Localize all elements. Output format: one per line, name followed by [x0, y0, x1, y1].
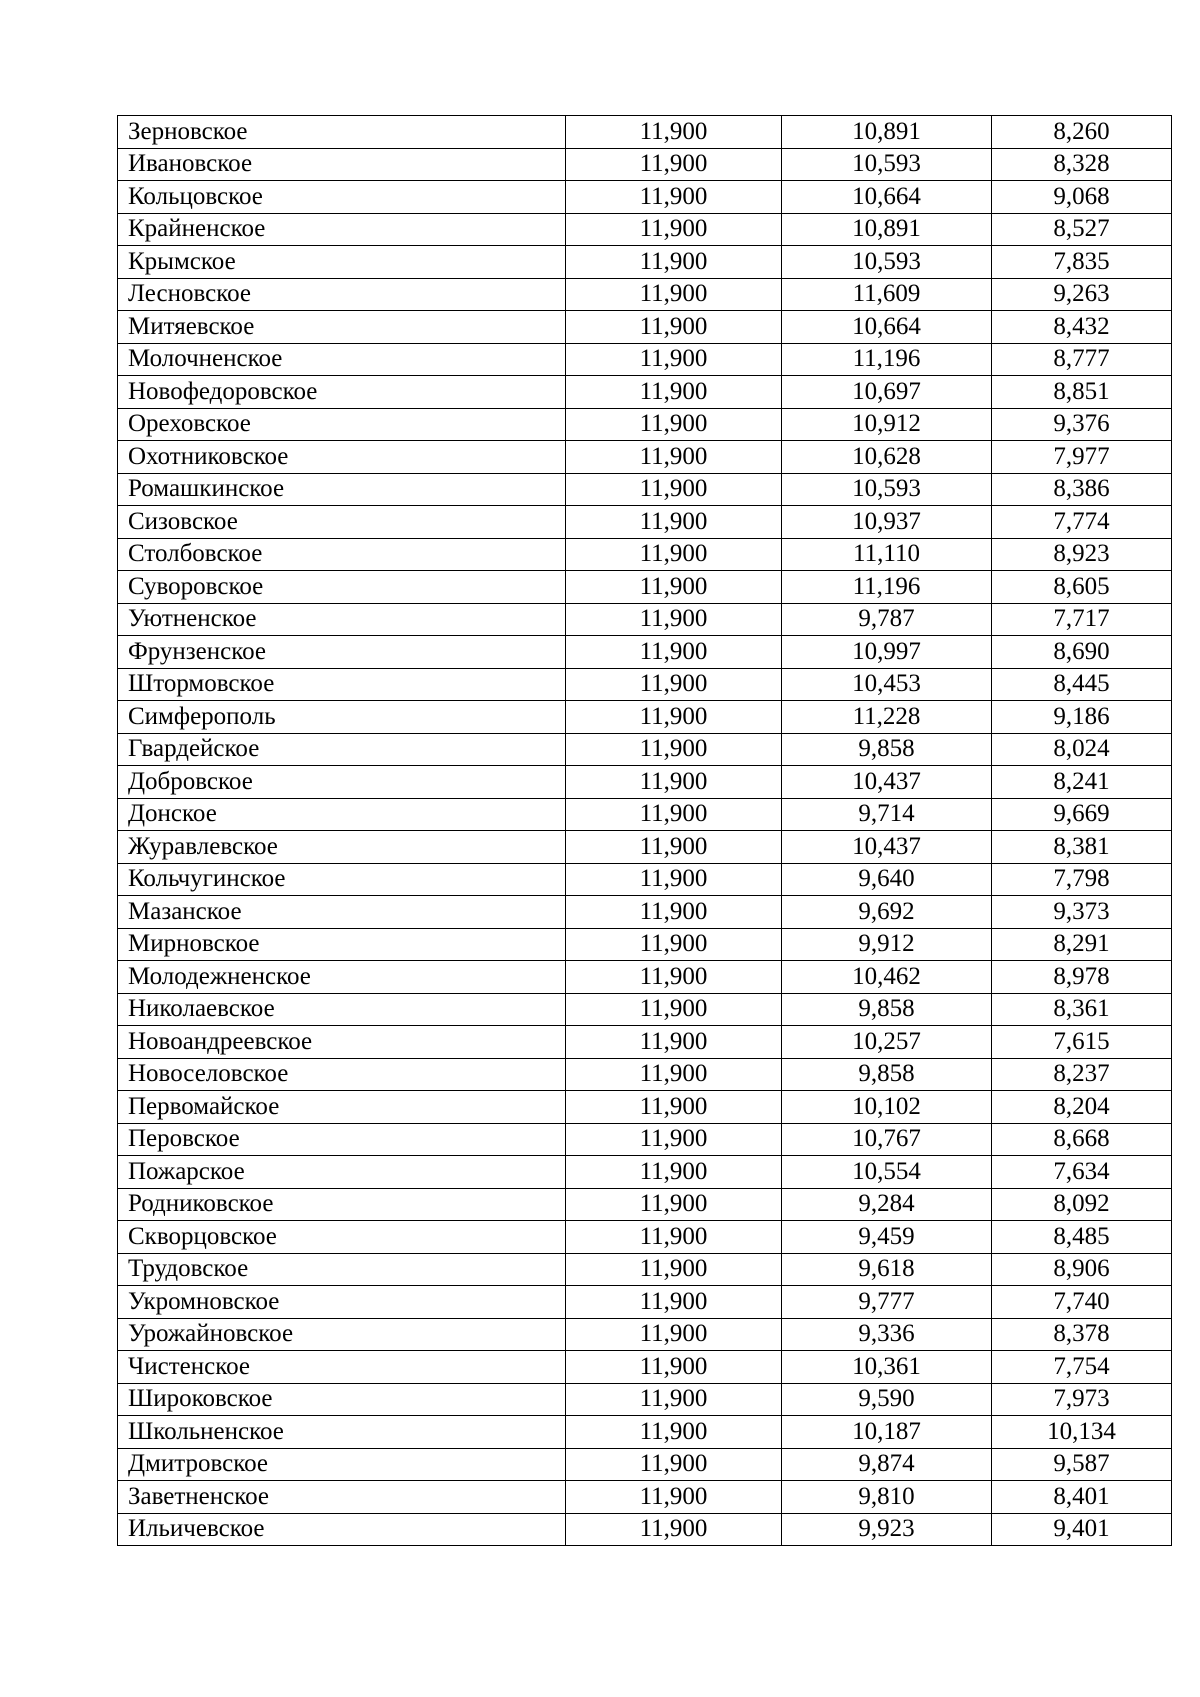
value-col-1-cell: 11,900: [566, 733, 782, 766]
value-col-2-cell: 10,891: [782, 213, 992, 246]
settlement-name-cell: Охотниковское: [118, 441, 566, 474]
value-col-3-cell: 8,378: [992, 1318, 1172, 1351]
table-row: [118, 1383, 1172, 1416]
table-row: [118, 408, 1172, 441]
value-col-2-cell: 9,858: [782, 1058, 992, 1091]
table-row: [118, 1091, 1172, 1124]
value-col-1-cell: 11,900: [566, 473, 782, 506]
value-col-1-cell: 11,900: [566, 343, 782, 376]
value-col-3-cell: 8,485: [992, 1221, 1172, 1254]
value-col-3-cell: 7,615: [992, 1026, 1172, 1059]
value-col-3-cell: 9,587: [992, 1448, 1172, 1481]
settlement-name-cell: Ивановское: [118, 148, 566, 181]
value-col-1-cell: 11,900: [566, 1058, 782, 1091]
value-col-3-cell: 8,851: [992, 376, 1172, 409]
table-row: [118, 148, 1172, 181]
value-col-3-cell: 7,754: [992, 1351, 1172, 1384]
value-col-3-cell: 8,328: [992, 148, 1172, 181]
table-row: [118, 181, 1172, 214]
settlement-name-cell: Кольчугинское: [118, 863, 566, 896]
value-col-1-cell: 11,900: [566, 148, 782, 181]
table-row: [118, 1318, 1172, 1351]
table-row: [118, 1221, 1172, 1254]
table-row: [118, 798, 1172, 831]
value-col-3-cell: 7,973: [992, 1383, 1172, 1416]
value-col-1-cell: 11,900: [566, 701, 782, 734]
settlement-name-cell: Сизовское: [118, 506, 566, 539]
value-col-3-cell: 8,690: [992, 636, 1172, 669]
value-col-1-cell: 11,900: [566, 571, 782, 604]
table-row: [118, 1286, 1172, 1319]
value-col-2-cell: 9,777: [782, 1286, 992, 1319]
value-col-3-cell: 8,092: [992, 1188, 1172, 1221]
value-col-1-cell: 11,900: [566, 1026, 782, 1059]
value-col-2-cell: 10,593: [782, 148, 992, 181]
table-row: [118, 473, 1172, 506]
settlement-name-cell: Лесновское: [118, 278, 566, 311]
value-col-3-cell: 9,376: [992, 408, 1172, 441]
value-col-3-cell: 8,923: [992, 538, 1172, 571]
table-row: [118, 766, 1172, 799]
value-col-1-cell: 11,900: [566, 1156, 782, 1189]
table-row: [118, 1156, 1172, 1189]
table-row: [118, 246, 1172, 279]
settlement-name-cell: Донское: [118, 798, 566, 831]
value-col-1-cell: 11,900: [566, 928, 782, 961]
value-col-3-cell: 7,717: [992, 603, 1172, 636]
value-col-1-cell: 11,900: [566, 896, 782, 929]
settlement-name-cell: Штормовское: [118, 668, 566, 701]
settlement-name-cell: Перовское: [118, 1123, 566, 1156]
settlement-name-cell: Митяевское: [118, 311, 566, 344]
value-col-2-cell: 10,997: [782, 636, 992, 669]
value-col-3-cell: 7,740: [992, 1286, 1172, 1319]
settlement-name-cell: Столбовское: [118, 538, 566, 571]
value-col-3-cell: 8,777: [992, 343, 1172, 376]
value-col-2-cell: 10,593: [782, 473, 992, 506]
settlement-name-cell: Новоселовское: [118, 1058, 566, 1091]
settlement-name-cell: Ореховское: [118, 408, 566, 441]
value-col-2-cell: 9,874: [782, 1448, 992, 1481]
table-row: [118, 116, 1172, 149]
table-row: [118, 863, 1172, 896]
value-col-1-cell: 11,900: [566, 311, 782, 344]
table-row: [118, 1253, 1172, 1286]
settlement-name-cell: Журавлевское: [118, 831, 566, 864]
value-col-3-cell: 8,291: [992, 928, 1172, 961]
value-col-3-cell: 7,798: [992, 863, 1172, 896]
settlement-name-cell: Мазанское: [118, 896, 566, 929]
value-col-1-cell: 11,900: [566, 961, 782, 994]
value-col-2-cell: 9,810: [782, 1481, 992, 1514]
value-col-2-cell: 9,692: [782, 896, 992, 929]
value-col-3-cell: 8,906: [992, 1253, 1172, 1286]
value-col-2-cell: 10,664: [782, 181, 992, 214]
value-col-1-cell: 11,900: [566, 1286, 782, 1319]
table-body: [118, 116, 1172, 1546]
value-col-2-cell: 9,640: [782, 863, 992, 896]
value-col-3-cell: 9,401: [992, 1513, 1172, 1546]
table-row: [118, 1351, 1172, 1384]
table-row: [118, 213, 1172, 246]
value-col-1-cell: 11,900: [566, 798, 782, 831]
value-col-2-cell: 9,912: [782, 928, 992, 961]
settlement-name-cell: Николаевское: [118, 993, 566, 1026]
value-col-1-cell: 11,900: [566, 278, 782, 311]
value-col-2-cell: 9,590: [782, 1383, 992, 1416]
table-row: [118, 376, 1172, 409]
settlement-name-cell: Ильичевское: [118, 1513, 566, 1546]
value-col-3-cell: 8,260: [992, 116, 1172, 149]
value-col-2-cell: 11,609: [782, 278, 992, 311]
table-row: [118, 831, 1172, 864]
value-col-2-cell: 10,453: [782, 668, 992, 701]
value-col-1-cell: 11,900: [566, 668, 782, 701]
settlement-name-cell: Школьненское: [118, 1416, 566, 1449]
value-col-1-cell: 11,900: [566, 636, 782, 669]
value-col-3-cell: 8,237: [992, 1058, 1172, 1091]
value-col-3-cell: 8,605: [992, 571, 1172, 604]
value-col-3-cell: 10,134: [992, 1416, 1172, 1449]
value-col-2-cell: 9,336: [782, 1318, 992, 1351]
value-col-2-cell: 10,554: [782, 1156, 992, 1189]
table-row: [118, 311, 1172, 344]
table-row: [118, 1026, 1172, 1059]
settlement-name-cell: Суворовское: [118, 571, 566, 604]
value-col-1-cell: 11,900: [566, 766, 782, 799]
settlement-name-cell: Широковское: [118, 1383, 566, 1416]
settlement-name-cell: Трудовское: [118, 1253, 566, 1286]
settlement-name-cell: Урожайновское: [118, 1318, 566, 1351]
table-row: [118, 571, 1172, 604]
value-col-3-cell: 8,445: [992, 668, 1172, 701]
table-row: [118, 603, 1172, 636]
value-col-3-cell: 8,432: [992, 311, 1172, 344]
settlement-name-cell: Мирновское: [118, 928, 566, 961]
value-col-2-cell: 11,196: [782, 343, 992, 376]
value-col-2-cell: 10,912: [782, 408, 992, 441]
value-col-1-cell: 11,900: [566, 1351, 782, 1384]
settlement-name-cell: Зерновское: [118, 116, 566, 149]
value-col-2-cell: 11,110: [782, 538, 992, 571]
value-col-1-cell: 11,900: [566, 506, 782, 539]
value-col-1-cell: 11,900: [566, 1383, 782, 1416]
value-col-2-cell: 10,593: [782, 246, 992, 279]
value-col-1-cell: 11,900: [566, 246, 782, 279]
value-col-1-cell: 11,900: [566, 1091, 782, 1124]
settlement-name-cell: Заветненское: [118, 1481, 566, 1514]
table-row: [118, 733, 1172, 766]
value-col-2-cell: 10,664: [782, 311, 992, 344]
value-col-3-cell: 8,978: [992, 961, 1172, 994]
settlement-name-cell: Гвардейское: [118, 733, 566, 766]
value-col-1-cell: 11,900: [566, 1318, 782, 1351]
table-row: [118, 993, 1172, 1026]
value-col-1-cell: 11,900: [566, 863, 782, 896]
value-col-2-cell: 11,196: [782, 571, 992, 604]
value-col-1-cell: 11,900: [566, 603, 782, 636]
value-col-3-cell: 9,669: [992, 798, 1172, 831]
value-col-2-cell: 10,891: [782, 116, 992, 149]
settlement-name-cell: Молодежненское: [118, 961, 566, 994]
value-col-2-cell: 10,628: [782, 441, 992, 474]
value-col-1-cell: 11,900: [566, 1416, 782, 1449]
settlement-name-cell: Фрунзенское: [118, 636, 566, 669]
value-col-2-cell: 10,102: [782, 1091, 992, 1124]
table-row: [118, 961, 1172, 994]
settlement-name-cell: Симферополь: [118, 701, 566, 734]
settlement-name-cell: Скворцовское: [118, 1221, 566, 1254]
value-col-3-cell: 8,241: [992, 766, 1172, 799]
value-col-2-cell: 9,714: [782, 798, 992, 831]
value-col-1-cell: 11,900: [566, 376, 782, 409]
table-row: [118, 668, 1172, 701]
table-row: [118, 1481, 1172, 1514]
table-row: [118, 896, 1172, 929]
value-col-1-cell: 11,900: [566, 1221, 782, 1254]
settlement-name-cell: Крайненское: [118, 213, 566, 246]
value-col-3-cell: 9,068: [992, 181, 1172, 214]
settlement-name-cell: Первомайское: [118, 1091, 566, 1124]
value-col-2-cell: 9,858: [782, 993, 992, 1026]
value-col-2-cell: 9,858: [782, 733, 992, 766]
value-col-1-cell: 11,900: [566, 441, 782, 474]
value-col-1-cell: 11,900: [566, 1188, 782, 1221]
value-col-1-cell: 11,900: [566, 993, 782, 1026]
settlement-name-cell: Новофедоровское: [118, 376, 566, 409]
value-col-2-cell: 10,462: [782, 961, 992, 994]
value-col-3-cell: 7,977: [992, 441, 1172, 474]
value-col-2-cell: 10,187: [782, 1416, 992, 1449]
settlement-name-cell: Крымское: [118, 246, 566, 279]
settlement-name-cell: Родниковское: [118, 1188, 566, 1221]
settlement-name-cell: Дмитровское: [118, 1448, 566, 1481]
table-row: [118, 1513, 1172, 1546]
data-table: [117, 115, 1172, 1546]
value-col-2-cell: 10,361: [782, 1351, 992, 1384]
table-row: [118, 538, 1172, 571]
settlement-name-cell: Молочненское: [118, 343, 566, 376]
value-col-1-cell: 11,900: [566, 1513, 782, 1546]
table-row: [118, 1416, 1172, 1449]
value-col-1-cell: 11,900: [566, 1253, 782, 1286]
value-col-3-cell: 8,204: [992, 1091, 1172, 1124]
settlement-name-cell: Пожарское: [118, 1156, 566, 1189]
value-col-3-cell: 8,024: [992, 733, 1172, 766]
value-col-1-cell: 11,900: [566, 1481, 782, 1514]
settlement-name-cell: Укромновское: [118, 1286, 566, 1319]
table-row: [118, 636, 1172, 669]
value-col-3-cell: 9,263: [992, 278, 1172, 311]
value-col-2-cell: 9,459: [782, 1221, 992, 1254]
value-col-3-cell: 8,401: [992, 1481, 1172, 1514]
value-col-2-cell: 11,228: [782, 701, 992, 734]
settlement-name-cell: Кольцовское: [118, 181, 566, 214]
value-col-1-cell: 11,900: [566, 831, 782, 864]
value-col-1-cell: 11,900: [566, 538, 782, 571]
table-row: [118, 1448, 1172, 1481]
table-row: [118, 701, 1172, 734]
table-row: [118, 1058, 1172, 1091]
value-col-1-cell: 11,900: [566, 116, 782, 149]
value-col-3-cell: 8,668: [992, 1123, 1172, 1156]
value-col-3-cell: 9,373: [992, 896, 1172, 929]
table-row: [118, 506, 1172, 539]
value-col-3-cell: 8,361: [992, 993, 1172, 1026]
value-col-2-cell: 9,787: [782, 603, 992, 636]
value-col-2-cell: 10,257: [782, 1026, 992, 1059]
value-col-1-cell: 11,900: [566, 181, 782, 214]
value-col-3-cell: 7,835: [992, 246, 1172, 279]
value-col-2-cell: 10,767: [782, 1123, 992, 1156]
value-col-2-cell: 10,697: [782, 376, 992, 409]
settlement-name-cell: Добровское: [118, 766, 566, 799]
value-col-2-cell: 10,937: [782, 506, 992, 539]
value-col-3-cell: 8,386: [992, 473, 1172, 506]
value-col-1-cell: 11,900: [566, 1123, 782, 1156]
table-row: [118, 928, 1172, 961]
settlement-name-cell: Чистенское: [118, 1351, 566, 1384]
value-col-3-cell: 8,381: [992, 831, 1172, 864]
value-col-1-cell: 11,900: [566, 1448, 782, 1481]
value-col-1-cell: 11,900: [566, 213, 782, 246]
value-col-2-cell: 10,437: [782, 766, 992, 799]
value-col-2-cell: 9,923: [782, 1513, 992, 1546]
table-row: [118, 1123, 1172, 1156]
value-col-3-cell: 7,634: [992, 1156, 1172, 1189]
table-row: [118, 441, 1172, 474]
value-col-1-cell: 11,900: [566, 408, 782, 441]
value-col-2-cell: 9,618: [782, 1253, 992, 1286]
settlement-name-cell: Уютненское: [118, 603, 566, 636]
value-col-3-cell: 9,186: [992, 701, 1172, 734]
value-col-3-cell: 8,527: [992, 213, 1172, 246]
table-row: [118, 1188, 1172, 1221]
value-col-2-cell: 9,284: [782, 1188, 992, 1221]
table-row: [118, 278, 1172, 311]
settlement-name-cell: Ромашкинское: [118, 473, 566, 506]
settlement-name-cell: Новоандреевское: [118, 1026, 566, 1059]
table-row: [118, 343, 1172, 376]
value-col-3-cell: 7,774: [992, 506, 1172, 539]
value-col-2-cell: 10,437: [782, 831, 992, 864]
